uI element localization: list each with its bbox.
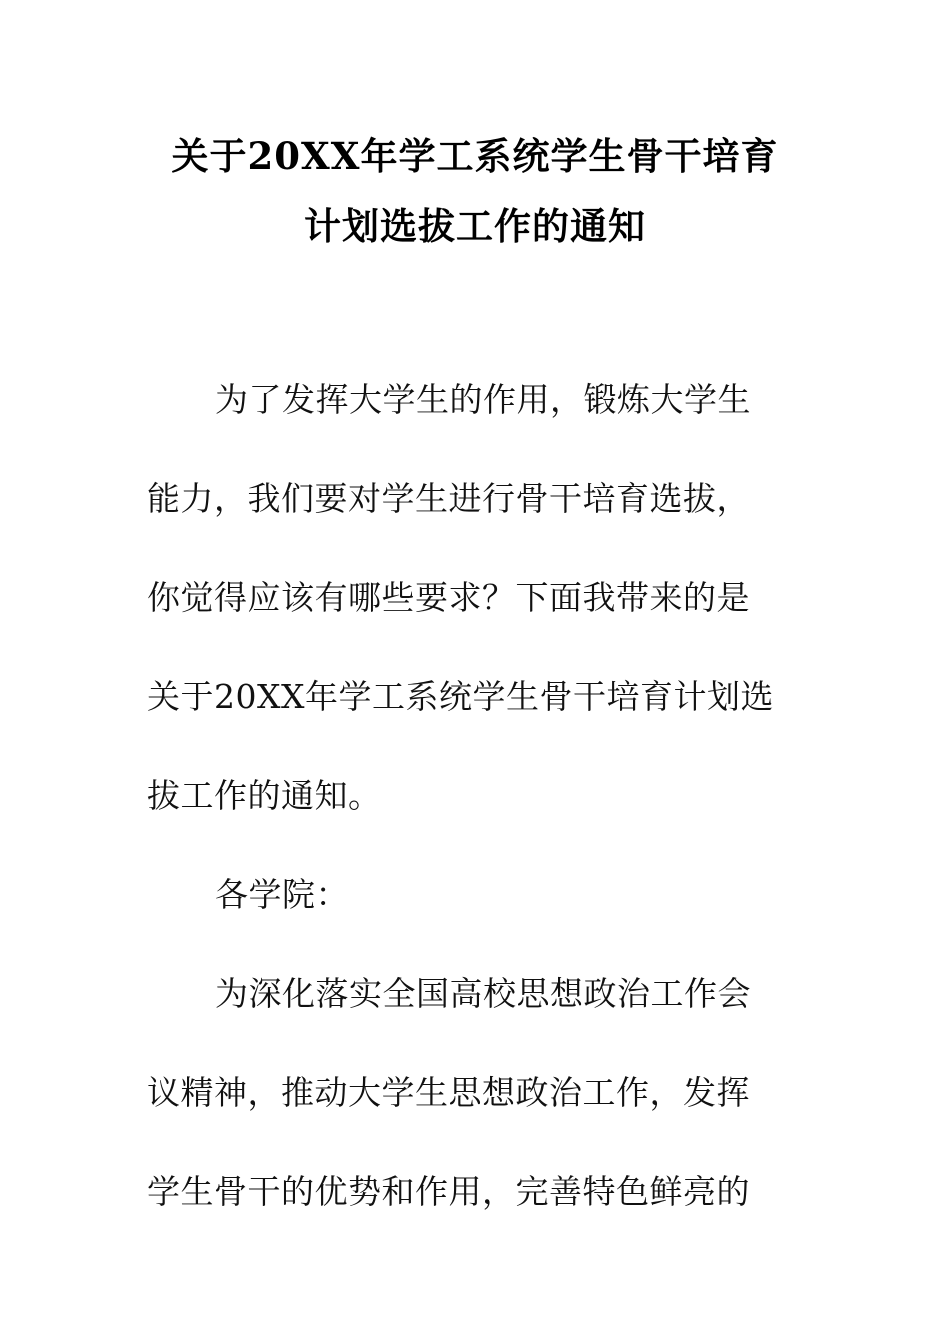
- body-line-4: 关于20XX年学工系统学生骨干培育计划选: [147, 677, 774, 716]
- document-title-line-1: 关于20XX年学工系统学生骨干培育: [171, 134, 779, 178]
- document-title-line-2: 计划选拔工作的通知: [304, 204, 646, 248]
- body-line-8: 议精神，推动大学生思想政治工作，发挥: [147, 1073, 750, 1112]
- body-line-5: 拔工作的通知。: [147, 776, 382, 815]
- body-line-2: 能力，我们要对学生进行骨干培育选拔，: [147, 479, 750, 518]
- body-line-3: 你觉得应该有哪些要求？下面我带来的是: [147, 578, 750, 617]
- body-line-9: 学生骨干的优势和作用，完善特色鲜亮的: [147, 1172, 750, 1211]
- body-line-7: 为深化落实全国高校思想政治工作会: [215, 974, 751, 1013]
- salutation: 各学院：: [215, 875, 349, 914]
- body-line-1: 为了发挥大学生的作用，锻炼大学生: [215, 380, 751, 419]
